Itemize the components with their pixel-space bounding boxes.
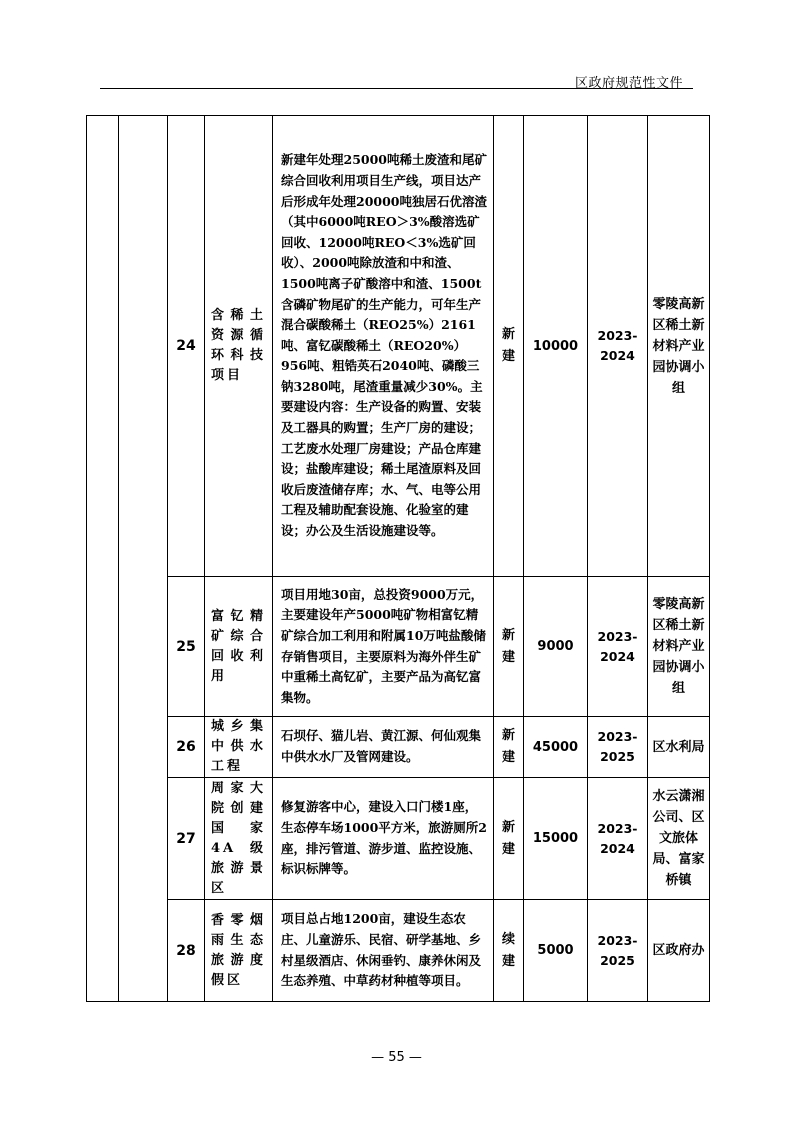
construction-type-text: 新建 — [501, 819, 515, 857]
row-number: 26 — [168, 717, 205, 778]
merged-subcategory-cell — [119, 116, 168, 1002]
investment-amount: 45000 — [524, 717, 588, 778]
responsible-unit: 区水利局 — [648, 717, 710, 778]
merged-category-cell — [87, 116, 119, 1002]
period-end: 2024 — [600, 348, 635, 363]
period-end: 2025 — [600, 749, 635, 764]
investment-amount: 9000 — [524, 577, 588, 717]
row-number: 28 — [168, 900, 205, 1002]
construction-type — [494, 717, 524, 778]
document-header-title: 区政府规范性文件 — [574, 76, 683, 91]
construction-type-text: 新建 — [501, 327, 515, 364]
table-row — [87, 778, 710, 900]
investment-amount: 10000 — [524, 116, 588, 577]
construction-type — [494, 577, 524, 717]
project-content: 项目用地30亩，总投资9000万元，主要建设年产5000吨矿物相富钇精矿综合加工利用和附属10万吨盐酸储存销售项目，主要原料为海外伴生矿中重稀土高钇矿，主要产品为高钇富集物。 — [273, 577, 494, 717]
construction-type-text: 新建 — [501, 728, 515, 765]
project-name: 城乡集中供水工程 — [205, 717, 273, 778]
project-name: 香零烟雨生态旅游度假区 — [205, 900, 273, 1002]
construction-period — [588, 778, 648, 900]
header-divider — [100, 88, 693, 89]
responsible-unit: 零陵高新区稀土新材料产业园协调小组 — [648, 577, 710, 717]
construction-period — [588, 717, 648, 778]
construction-type-text: 新建 — [501, 627, 515, 665]
investment-amount: 15000 — [524, 778, 588, 900]
project-name: 周家大院创建国家4A级旅游景区 — [205, 778, 273, 900]
table-row — [87, 116, 710, 577]
responsible-unit: 零陵高新区稀土新材料产业园协调小组 — [648, 116, 710, 577]
construction-type — [494, 116, 524, 577]
row-number: 25 — [168, 577, 205, 717]
project-content: 项目总占地1200亩，建设生态农庄、儿童游乐、民宿、研学基地、乡村星级酒店、休闲垂钓、康养休闲及生态养殖、中草药材种植等项目。 — [273, 900, 494, 1002]
construction-period — [588, 577, 648, 717]
construction-type-text: 续建 — [501, 931, 515, 969]
period-start: 2023- — [597, 820, 638, 836]
period-start: 2023- — [597, 328, 638, 343]
table-row — [87, 900, 710, 1002]
project-name: 含稀土资源循环科技项目 — [205, 116, 273, 577]
project-name: 富钇精矿综合回收利用 — [205, 577, 273, 717]
project-content: 修复游客中心，建设入口门楼1座，生态停车场1000平方米，旅游厕所2座，排污管道、游步道、监控设施、标识标牌等。 — [273, 778, 494, 900]
construction-period — [588, 900, 648, 1002]
investment-amount: 5000 — [524, 900, 588, 1002]
period-end: 2025 — [600, 952, 635, 968]
table-row — [87, 577, 710, 717]
period-end: 2024 — [600, 648, 635, 664]
construction-period — [588, 116, 648, 577]
row-number: 24 — [168, 116, 205, 577]
project-table — [86, 115, 710, 1002]
period-start: 2023- — [597, 628, 638, 644]
period-start: 2023- — [597, 932, 638, 948]
row-number: 27 — [168, 778, 205, 900]
construction-type — [494, 778, 524, 900]
responsible-unit: 区政府办 — [648, 900, 710, 1002]
table-row — [87, 717, 710, 778]
period-end: 2024 — [600, 840, 635, 856]
project-content: 新建年处理25000吨稀土废渣和尾矿综合回收利用项目生产线，项目达产后形成年处理20000吨独居石优溶渣（其中6000吨REO＞3%酸溶选矿回收、12000吨REO＜3%选矿回收）、2000吨除放渣和中和渣、1500吨离子矿酸溶中和渣、1500t含磷矿物尾矿的生产能力，可年生产混合碳酸稀土（REO25%）2161吨、富钇碳酸稀土（REO20%）956吨、粗锆英石2040吨、磷酸三钠3280吨，尾渣重量减少30%。主要建设内容：生产设备的购置、安装及工器具的购置；生产厂房的建设；工艺废水处理厂房建设；产品仓库建设；盐酸库建设；稀土尾渣原料及回收后废渣储存库；水、气、电等公用工程及辅助配套设施、化验室的建设；办公及生活设施建设等。 — [273, 116, 494, 577]
page-number: — 55 — — [371, 1050, 422, 1065]
responsible-unit: 水云潇湘公司、区文旅体局、富家桥镇 — [648, 778, 710, 900]
construction-type — [494, 900, 524, 1002]
project-content: 石坝仔、猫儿岩、黄江源、何仙观集中供水水厂及管网建设。 — [273, 717, 494, 778]
period-start: 2023- — [597, 729, 638, 744]
